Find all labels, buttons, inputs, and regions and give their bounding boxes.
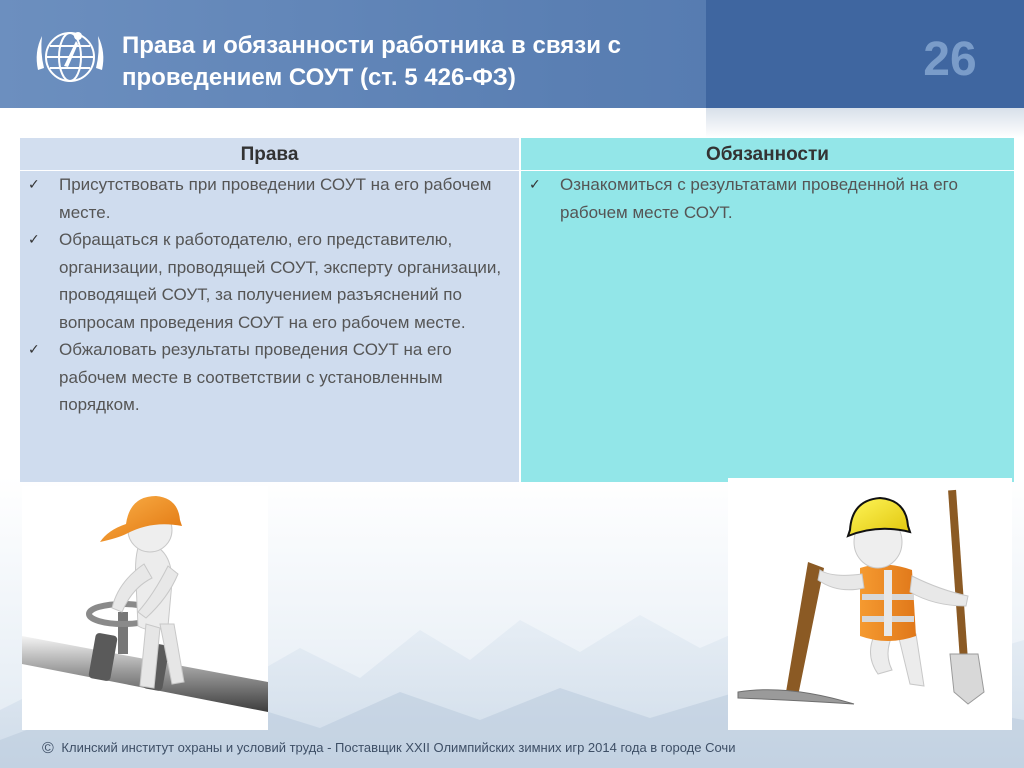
rights-item-text: Обжаловать результаты проведения СОУТ на его рабочем месте в соответствии с установленным порядком. bbox=[59, 340, 452, 414]
duties-heading: Обязанности bbox=[521, 138, 1014, 171]
list-item bbox=[28, 226, 513, 336]
rights-item-text: Обращаться к работодателю, его представителю, организации, проводящей СОУТ, эксперту организации, проводящей СОУТ, за получением разъяснений по вопросам проведения СОУТ на его рабочем месте. bbox=[59, 230, 502, 332]
worker-valve-drawing bbox=[22, 486, 268, 730]
rights-column bbox=[20, 138, 519, 482]
list-item bbox=[28, 171, 513, 226]
checkmark-icon: ✓ bbox=[28, 231, 40, 247]
checkmark-icon: ✓ bbox=[28, 341, 40, 357]
rights-item-text: Присутствовать при проведении СОУТ на его рабочем месте. bbox=[59, 175, 492, 222]
rights-heading: Права bbox=[20, 138, 519, 171]
list-item bbox=[28, 336, 513, 419]
list-item bbox=[529, 171, 1008, 226]
slide-title-line-1: Права и обязанности работника в связи с bbox=[122, 32, 621, 59]
duties-cell bbox=[521, 171, 1014, 482]
footer bbox=[42, 739, 1002, 758]
slide-title bbox=[122, 30, 702, 94]
slide-header bbox=[0, 0, 1024, 108]
checkmark-icon: ✓ bbox=[529, 176, 541, 192]
rights-cell bbox=[20, 171, 519, 482]
institute-globe-logo-icon bbox=[28, 22, 112, 92]
copyright-symbol: © bbox=[42, 740, 54, 757]
page-number: 26 bbox=[923, 33, 977, 86]
footer-text: Клинский институт охраны и условий труда - Поставщик XXII Олимпийских зимних игр 2014 года в городе Сочи bbox=[61, 740, 736, 755]
checkmark-icon: ✓ bbox=[28, 176, 40, 192]
slide-title-line-2: проведением СОУТ (ст. 5 426-ФЗ) bbox=[122, 64, 516, 91]
worker-turning-pipe-valve-illustration bbox=[22, 486, 268, 730]
header-shadow bbox=[706, 108, 1024, 138]
duties-item-text: Ознакомиться с результатами проведенной на его рабочем месте СОУТ. bbox=[560, 175, 958, 222]
worker-with-pickaxe-and-shovel-illustration bbox=[728, 478, 1012, 730]
worker-tools-drawing bbox=[728, 478, 1012, 730]
duties-column bbox=[521, 138, 1014, 482]
